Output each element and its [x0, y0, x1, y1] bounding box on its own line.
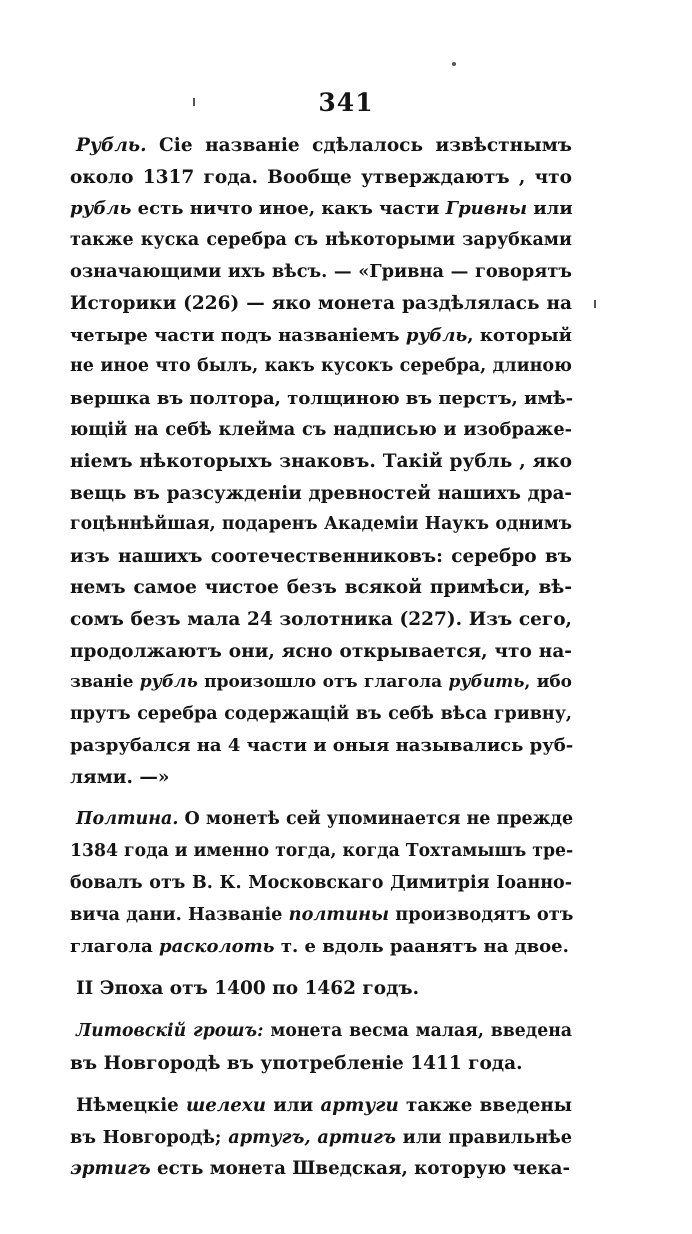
text-run: Нѣмецкіе	[76, 1095, 186, 1117]
text-line	[70, 1016, 572, 1048]
text-run: бовалъ отъ В. К. Московскаго Димитрія Іоанно-	[70, 872, 572, 893]
text-run: т. е вдоль раанятъ на двое.	[274, 935, 569, 957]
text-run: также введены	[398, 1095, 572, 1117]
text-line	[70, 973, 572, 1005]
text-run: есть ничто иное, какъ части	[131, 198, 446, 220]
text-run: сомъ безъ мала 24 золотника (227). Изъ сего,	[70, 608, 572, 630]
italic-run: рубить	[448, 672, 525, 693]
text-run: глагола	[70, 935, 160, 957]
body-text	[70, 130, 572, 1196]
text-run: лями. —»	[70, 766, 170, 788]
text-run: немъ самое чистое безъ всякой примѣси, вѣ-	[70, 577, 572, 599]
paragraph	[70, 1016, 572, 1079]
text-line	[70, 730, 572, 762]
text-run: II Эпоха отъ 1400 по 1462 годъ.	[76, 978, 420, 1000]
italic-run: Полтина.	[76, 809, 179, 830]
text-line	[70, 1122, 572, 1154]
text-run: не иное что былъ, какъ кусокъ серебра, длиною	[70, 356, 572, 377]
text-line	[70, 383, 572, 415]
text-run: ніемъ нѣкоторыхъ знаковъ. Такій рубль , яко	[70, 450, 572, 472]
italic-run: артугъ, артигъ	[228, 1126, 396, 1148]
text-line	[70, 899, 572, 931]
italic-run: шелехи	[185, 1095, 267, 1117]
text-run: произошло отъ глагола	[197, 672, 449, 693]
text-line	[70, 225, 572, 257]
text-line	[70, 1153, 572, 1185]
text-run: также куска серебра съ нѣкоторыми зарубками	[70, 229, 572, 250]
text-run: О монетѣ сей упоминается не прежде	[178, 809, 574, 830]
text-run: или	[266, 1095, 321, 1117]
text-line	[70, 256, 572, 288]
text-run: изъ нашихъ соотечественниковъ: серебро въ	[70, 545, 572, 567]
text-run: продолжаютъ они, ясно открывается, что на-	[70, 640, 572, 662]
text-line	[70, 541, 572, 573]
paragraph	[70, 1090, 572, 1185]
text-line	[70, 1090, 572, 1122]
print-speck	[452, 62, 456, 66]
text-run: монета весма малая, введена	[263, 1021, 573, 1042]
text-line	[70, 162, 572, 194]
text-line	[70, 699, 572, 731]
text-run: около 1317 года. Вообще утверждаютъ , что	[70, 166, 572, 188]
text-run: вершка въ полтора, толщиною въ перстъ, имѣ-	[70, 387, 574, 409]
text-line	[70, 351, 572, 383]
text-line	[70, 414, 572, 446]
paragraph	[70, 973, 572, 1005]
text-run: въ Новгородѣ въ употребленіе 1411 года.	[70, 1052, 523, 1074]
italic-run: рубль	[70, 198, 132, 220]
paragraph	[70, 130, 572, 793]
text-run: Сіе названіе сдѣлалось извѣстнымъ	[146, 135, 572, 156]
text-run: званіе	[70, 672, 140, 693]
text-run: четыре части подъ названіемъ	[70, 324, 406, 346]
text-run: Историки (226) — яко монета раздѣлялась на	[70, 292, 572, 314]
page-number: 341	[318, 88, 374, 117]
italic-run: расколоть	[159, 935, 275, 957]
italic-run: эртигъ	[70, 1158, 151, 1180]
paragraph	[70, 804, 572, 962]
italic-run: рубль	[405, 324, 468, 346]
italic-run: Рубль.	[76, 135, 147, 156]
text-run: разрубался на 4 части и оныя назывались руб-	[70, 735, 574, 757]
text-line	[70, 193, 572, 225]
text-run: производятъ отъ	[389, 904, 574, 926]
italic-run: артуги	[320, 1095, 399, 1117]
italic-run: Гривны	[445, 198, 528, 220]
text-run: вича дани. Названіе	[70, 904, 289, 926]
italic-run: Литовскій грошъ:	[76, 1021, 264, 1042]
text-line	[70, 572, 572, 604]
text-line	[70, 478, 572, 510]
text-run: 1384 года и именно тогда, когда Тохтамышъ тре-	[70, 841, 574, 862]
text-line	[70, 868, 572, 900]
text-line	[70, 446, 572, 478]
text-line	[70, 509, 572, 541]
text-run: есть монета Шведская, которую чека-	[150, 1158, 571, 1180]
print-speck	[594, 300, 596, 308]
text-line	[70, 762, 572, 794]
text-line	[70, 604, 572, 636]
text-run: прутъ серебра содержащій въ себѣ вѣса гривну,	[70, 703, 572, 724]
text-line	[70, 836, 572, 868]
text-run: или правильнѣе	[395, 1126, 572, 1148]
text-line	[70, 931, 572, 963]
text-line	[70, 130, 572, 162]
italic-run: рубль	[139, 672, 198, 693]
text-run: означающими ихъ вѣсъ. — «Гривна — говорятъ	[70, 261, 572, 283]
text-run: гоцѣннѣйшая, подаренъ Академіи Наукъ однимъ	[70, 514, 572, 535]
text-run: вещь въ разсужденіи древностей нашихъ дра-	[70, 482, 572, 504]
text-run: или	[527, 198, 573, 220]
text-run: , который	[467, 324, 572, 346]
text-line	[70, 804, 572, 836]
text-line	[70, 1048, 572, 1080]
text-run: въ Новгородѣ;	[70, 1126, 229, 1148]
text-line	[70, 320, 572, 352]
italic-run: полтины	[288, 904, 390, 926]
text-line	[70, 288, 572, 320]
text-line	[70, 636, 572, 668]
text-run: , ибо	[524, 672, 573, 693]
text-run: ющій на себѣ клейма съ надписью и изображе-	[70, 419, 572, 441]
text-line	[70, 667, 572, 699]
